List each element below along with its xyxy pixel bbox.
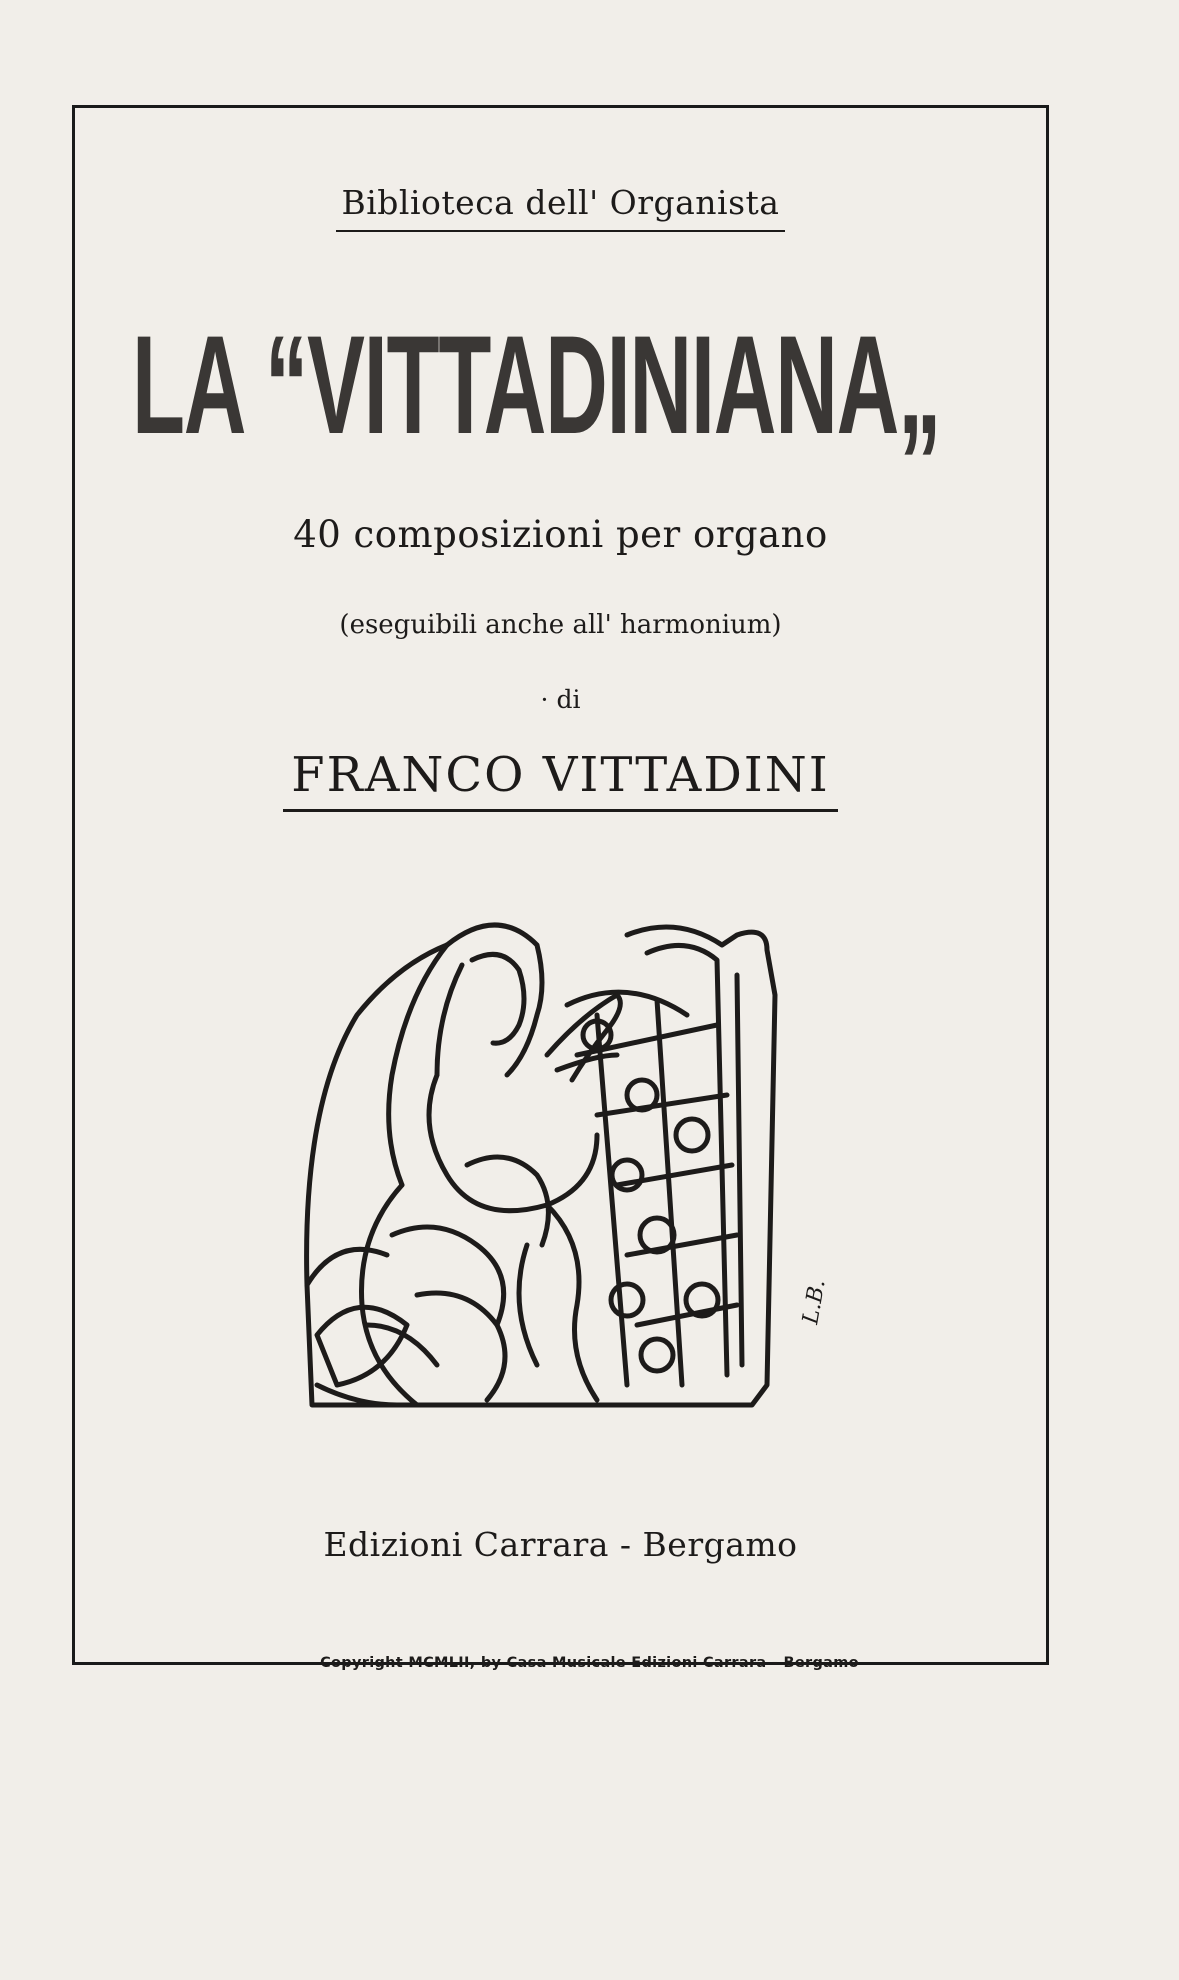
subtitle: 40 composizioni per organo xyxy=(293,513,828,556)
praying-figure-illustration xyxy=(297,905,872,1430)
instrument-note: (eseguibili anche all' harmonium) xyxy=(339,610,782,640)
by-line: · di xyxy=(540,685,581,714)
copyright-line: Copyright MCMLII, by Casa Musicale Edizioni Carrara - Bergamo xyxy=(320,1655,859,1671)
title-page xyxy=(72,105,1049,1980)
composer-name: FRANCO VITTADINI xyxy=(72,747,1049,812)
main-title: LA “VITTADINIANA„ xyxy=(132,306,941,463)
series-title: Biblioteca dell' Organista xyxy=(72,183,1049,232)
illustrator-signature: L.B. xyxy=(798,1277,831,1327)
publisher-name: Edizioni Carrara - Bergamo xyxy=(323,1525,798,1564)
